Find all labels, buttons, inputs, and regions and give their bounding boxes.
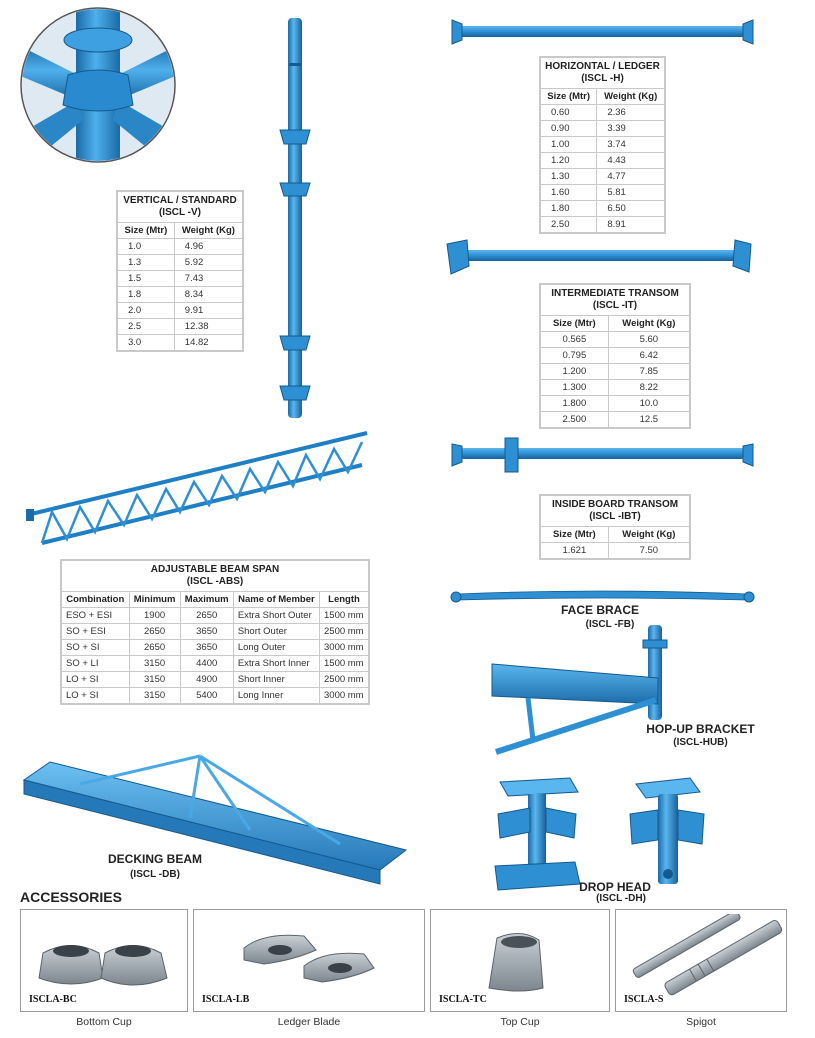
accessory-caption: Bottom Cup — [76, 1016, 132, 1028]
cell: 2650 — [180, 608, 233, 624]
table-row — [62, 640, 369, 656]
cell: LO + SI — [62, 688, 130, 704]
intermediate-col-size: Size (Mtr) — [541, 316, 609, 332]
cell: 3150 — [129, 688, 180, 704]
col-header: Maximum — [180, 592, 233, 608]
cell: 3650 — [180, 640, 233, 656]
cell: 5.81 — [597, 185, 665, 201]
table-row — [118, 287, 243, 303]
cell: 3150 — [129, 656, 180, 672]
cell: 3.39 — [597, 121, 665, 137]
accessories-heading: ACCESSORIES — [20, 889, 122, 905]
intermediate-transom-spec-table — [539, 283, 691, 429]
cell: 12.5 — [608, 412, 689, 428]
accessory-caption: Ledger Blade — [277, 1016, 341, 1028]
cell: 1.00 — [541, 137, 597, 153]
col-header: Combination — [62, 592, 130, 608]
vertical-title: VERTICAL / STANDARD — [123, 195, 237, 206]
hop-up-bracket-title: HOP-UP BRACKET — [646, 722, 755, 736]
cell: 4400 — [180, 656, 233, 672]
decking-beam-image — [20, 752, 408, 887]
cell: 12.38 — [174, 319, 242, 335]
accessory-caption: Top Cup — [500, 1016, 540, 1028]
drop-head-title: DROP HEAD — [579, 880, 651, 894]
vertical-standard-image — [270, 18, 320, 423]
cell: 3.74 — [597, 137, 665, 153]
decking-beam-code: (ISCL -DB) — [130, 869, 180, 880]
cell: 2650 — [129, 624, 180, 640]
table-row — [541, 412, 690, 428]
cell: 1.621 — [541, 543, 609, 559]
cell: Short Outer — [233, 624, 319, 640]
cell: Short Inner — [233, 672, 319, 688]
cell: 1.30 — [541, 169, 597, 185]
adjustable-beam-span-spec-table — [60, 559, 370, 705]
table-row — [541, 364, 690, 380]
inside-board-transom-spec-table — [539, 494, 691, 560]
cell: 7.85 — [608, 364, 689, 380]
decking-beam-title: DECKING BEAM — [107, 852, 202, 866]
cell: 1900 — [129, 608, 180, 624]
vertical-code: (ISCL -V) — [158, 207, 202, 218]
cell: 1500 mm — [320, 656, 369, 672]
cell: SO + ESI — [62, 624, 130, 640]
accessory-code: ISCLA-TC — [439, 994, 487, 1005]
horizontal-ledger-spec-table — [539, 56, 666, 234]
intermediate-title: INTERMEDIATE TRANSOM — [551, 288, 679, 299]
table-row — [541, 543, 690, 559]
cell: SO + LI — [62, 656, 130, 672]
accessory-bottom-cup — [20, 909, 188, 1012]
inside-board-col-size: Size (Mtr) — [541, 527, 609, 543]
face-brace-code: (ISCL -FB) — [585, 619, 635, 630]
drop-head-image-1 — [490, 774, 585, 894]
beam-span-code: (ISCL -ABS) — [186, 576, 244, 587]
cell: 1.5 — [118, 271, 175, 287]
table-row — [118, 335, 243, 351]
cell: 2.50 — [541, 217, 597, 233]
table-row — [541, 217, 665, 233]
col-header: Minimum — [129, 592, 180, 608]
accessory-caption: Spigot — [686, 1016, 716, 1028]
cell: 9.91 — [174, 303, 242, 319]
cell: 2.500 — [541, 412, 609, 428]
horizontal-col-weight: Weight (Kg) — [597, 89, 665, 105]
cell: 4.43 — [597, 153, 665, 169]
cell: 7.43 — [174, 271, 242, 287]
accessory-code: ISCLA-LB — [202, 994, 250, 1005]
vertical-col-size: Size (Mtr) — [118, 223, 175, 239]
cell: 1.8 — [118, 287, 175, 303]
cell: 2500 mm — [320, 672, 369, 688]
top-cup-image — [431, 918, 609, 998]
accessory-code: ISCLA-S — [624, 994, 664, 1005]
cuplock-node-closeup-image — [18, 5, 178, 165]
cell: 8.34 — [174, 287, 242, 303]
table-row — [541, 153, 665, 169]
cell: 2650 — [129, 640, 180, 656]
inside-board-col-weight: Weight (Kg) — [608, 527, 689, 543]
cell: 3000 mm — [320, 688, 369, 704]
spigot-image — [616, 914, 786, 1004]
face-brace-title: FACE BRACE — [560, 603, 639, 617]
cell: Extra Short Inner — [233, 656, 319, 672]
cell: 14.82 — [174, 335, 242, 351]
drop-head-image-2 — [628, 774, 708, 896]
horizontal-code: (ISCL -H) — [581, 73, 624, 84]
cell: 6.42 — [608, 348, 689, 364]
table-row — [118, 303, 243, 319]
cell: SO + SI — [62, 640, 130, 656]
table-row — [118, 239, 243, 255]
cell: 1.200 — [541, 364, 609, 380]
cell: 0.90 — [541, 121, 597, 137]
cell: Long Outer — [233, 640, 319, 656]
cell: 0.565 — [541, 332, 609, 348]
cell: 4.77 — [597, 169, 665, 185]
cell: 3150 — [129, 672, 180, 688]
drop-head-code: (ISCL -DH) — [596, 893, 646, 904]
cell: 3650 — [180, 624, 233, 640]
inside-board-code: (ISCL -IBT) — [589, 511, 641, 522]
cell: 3000 mm — [320, 640, 369, 656]
table-row — [541, 332, 690, 348]
cell: 5400 — [180, 688, 233, 704]
table-row — [541, 201, 665, 217]
cell: 1.20 — [541, 153, 597, 169]
table-row — [62, 672, 369, 688]
table-row — [541, 137, 665, 153]
table-row — [541, 185, 665, 201]
cell: 2.36 — [597, 105, 665, 121]
inside-board-title: INSIDE BOARD TRANSOM — [551, 499, 679, 510]
table-row — [62, 656, 369, 672]
cell: 5.92 — [174, 255, 242, 271]
table-row — [541, 169, 665, 185]
cell: 1.0 — [118, 239, 175, 255]
cell: 8.22 — [608, 380, 689, 396]
accessory-code: ISCLA-BC — [29, 994, 77, 1005]
hop-up-bracket-code: (ISCL-HUB) — [673, 737, 728, 748]
table-row — [541, 348, 690, 364]
table-row — [541, 105, 665, 121]
cell: LO + SI — [62, 672, 130, 688]
cell: 2.0 — [118, 303, 175, 319]
bottom-cup-image — [21, 918, 187, 998]
cell: 0.60 — [541, 105, 597, 121]
adjustable-beam-span-image — [22, 425, 374, 550]
cell: 7.50 — [608, 543, 689, 559]
horizontal-title: HORIZONTAL / LEDGER — [545, 61, 660, 72]
cell: 6.50 — [597, 201, 665, 217]
table-row — [118, 255, 243, 271]
cell: 2500 mm — [320, 624, 369, 640]
cell: 8.91 — [597, 217, 665, 233]
vertical-standard-spec-table — [116, 190, 244, 352]
intermediate-transom-image — [445, 236, 755, 278]
vertical-col-weight: Weight (Kg) — [174, 223, 242, 239]
cell: 10.0 — [608, 396, 689, 412]
horizontal-ledger-image — [450, 14, 755, 50]
intermediate-code: (ISCL -IT) — [592, 300, 638, 311]
table-row — [118, 271, 243, 287]
cell: 4900 — [180, 672, 233, 688]
cell: Extra Short Outer — [233, 608, 319, 624]
table-row — [541, 396, 690, 412]
table-row — [541, 380, 690, 396]
ledger-blade-image — [194, 920, 424, 1000]
table-row — [62, 624, 369, 640]
cell: 5.60 — [608, 332, 689, 348]
accessory-ledger-blade — [193, 909, 425, 1012]
accessory-spigot — [615, 909, 787, 1012]
cell: 1.80 — [541, 201, 597, 217]
col-header: Name of Member — [233, 592, 319, 608]
table-row — [62, 688, 369, 704]
inside-board-transom-image — [450, 436, 755, 476]
cell: 4.96 — [174, 239, 242, 255]
cell: 1.60 — [541, 185, 597, 201]
accessory-top-cup — [430, 909, 610, 1012]
cell: 1.3 — [118, 255, 175, 271]
table-row — [62, 608, 369, 624]
cell: 3.0 — [118, 335, 175, 351]
cell: Long Inner — [233, 688, 319, 704]
cell: 1.300 — [541, 380, 609, 396]
table-row — [541, 121, 665, 137]
cell: ESO + ESI — [62, 608, 130, 624]
intermediate-col-weight: Weight (Kg) — [608, 316, 689, 332]
beam-span-title: ADJUSTABLE BEAM SPAN — [150, 564, 280, 575]
table-row — [118, 319, 243, 335]
cell: 2.5 — [118, 319, 175, 335]
cell: 1500 mm — [320, 608, 369, 624]
cell: 0.795 — [541, 348, 609, 364]
col-header: Length — [320, 592, 369, 608]
horizontal-col-size: Size (Mtr) — [541, 89, 597, 105]
cell: 1.800 — [541, 396, 609, 412]
